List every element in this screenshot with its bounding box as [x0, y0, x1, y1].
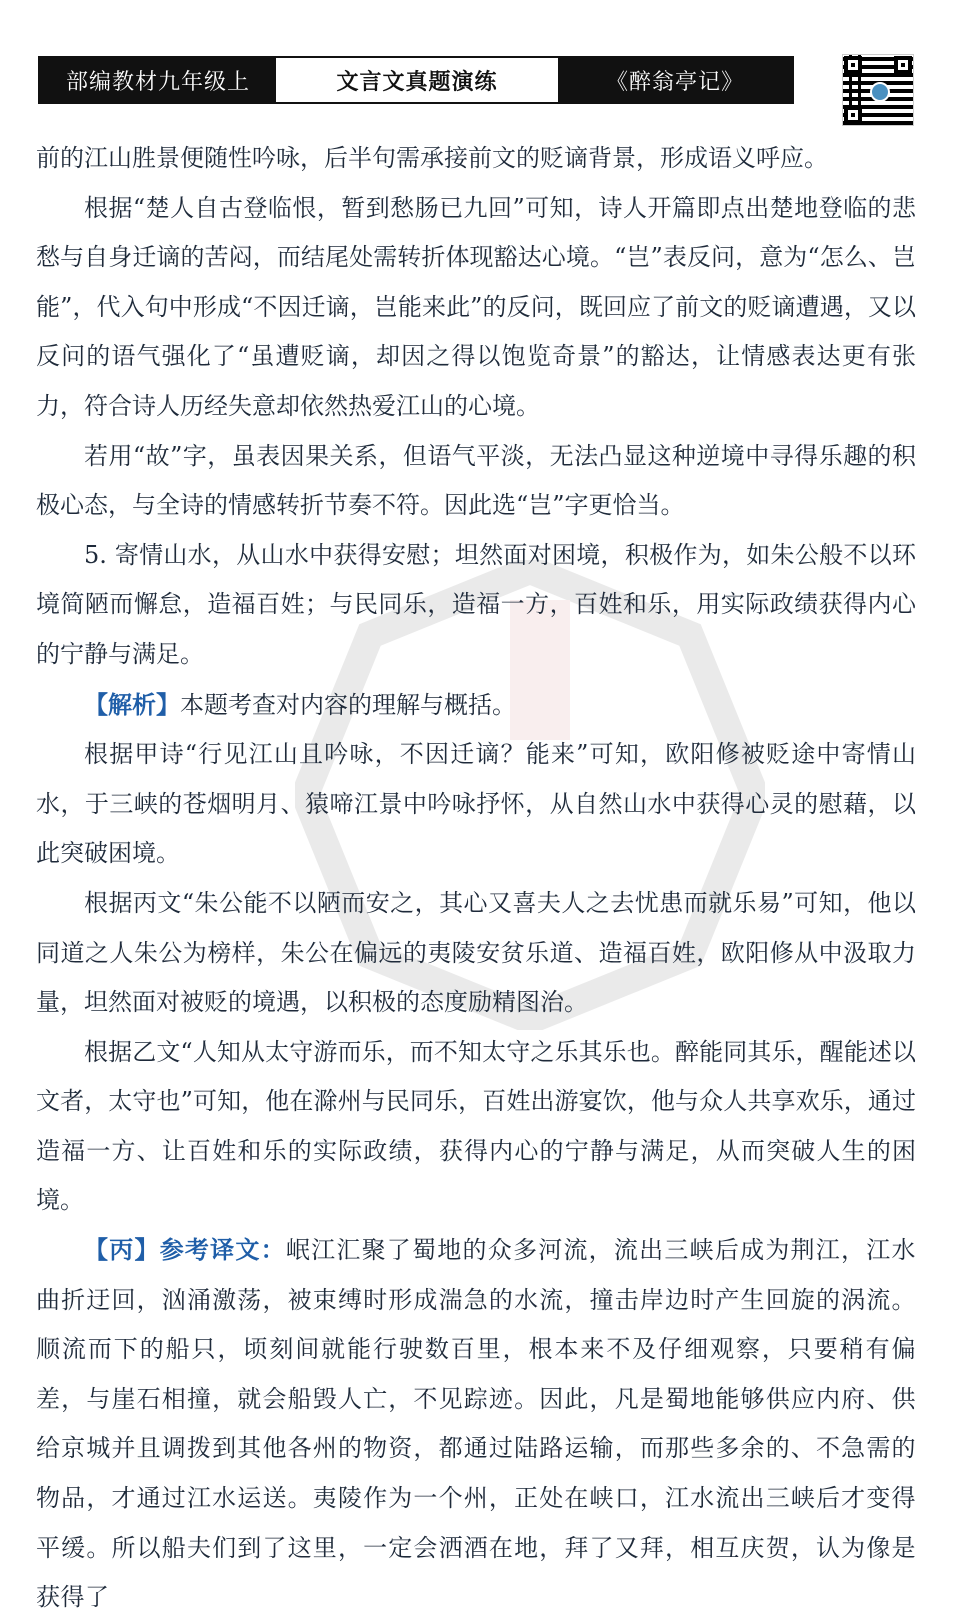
qr-code-icon[interactable] — [842, 54, 914, 126]
body-paragraph: 根据丙文“朱公能不以陋而安之，其心又喜夫人之去忧患而就乐易”可知，他以同道之人朱公为榜样，朱公在偏远的夷陵安贫乐道、造福百姓，欧阳修从中汲取力量，坦然面对被贬的境遇，以积极的态度励精图治。 — [36, 888, 916, 1017]
header-lesson-title: 《醉翁亭记》 — [558, 58, 792, 102]
qr-logo-icon — [870, 82, 890, 102]
header-grade-label: 部编教材九年级上 — [40, 58, 276, 102]
body-paragraph: 若用“故”字，虽表因果关系，但语气平淡，无法凸显这种逆境中寻得乐趣的积极心态，与全诗的情感转折节奏不符。因此选“岂”字更恰当。 — [36, 441, 916, 520]
page-header — [38, 56, 794, 104]
header-section-title: 文言文真题演练 — [276, 58, 558, 102]
document-body — [36, 134, 916, 1623]
body-paragraph: 根据“楚人自古登临恨，暂到愁肠已九回”可知，诗人开篇即点出楚地登临的悲愁与自身迁谪的苦闷，而结尾处需转折体现豁达心境。“岂”表反问，意为“怎么、岂能”，代入句中形成“不因迁谪，岂能来此”的反问，既回应了前文的贬谪遭遇，又以反问的语气强化了“虽遭贬谪，却因之得以饱览奇景”的豁达，让情感表达更有张力，符合诗人历经失意却依然热爱江山的心境。 — [36, 193, 916, 420]
body-paragraph: 前的江山胜景便随性吟咏，后半句需承接前文的贬谪背景，形成语义呼应。 — [36, 144, 828, 172]
qr-finder-icon — [844, 56, 862, 74]
qr-finder-icon — [844, 106, 862, 124]
qr-finder-icon — [894, 56, 912, 74]
translation-text: 岷江汇聚了蜀地的众多河流，流出三峡后成为荆江，江水曲折迂回，汹涌激荡，被束缚时形成湍急的水流，撞击岸边时产生回旋的涡流。顺流而下的船只，顷刻间就能行驶数百里，根本来不及仔细观察，只要稍有偏差，与崖石相撞，就会船毁人亡，不见踪迹。因此，凡是蜀地能够供应内府、供给京城并且调拨到其他各州的物资，都通过陆路运输，而那些多余的、不急需的物品，才通过江水运送。夷陵作为一个州，正处在峡口，江水流出三峡后才变得平缓。所以船夫们到了这里，一定会洒酒在地，拜了又拜，相互庆贺，认为像是获得了 — [36, 1236, 916, 1612]
body-paragraph: 根据乙文“人知从太守游而乐，而不知太守之乐其乐也。醉能同其乐，醒能述以文者，太守也”可知，他在滁州与民同乐，百姓出游宴饮，他与众人共享欢乐，通过造福一方、让百姓和乐的实际政绩，获得内心的宁静与满足，从而突破人生的困境。 — [36, 1037, 916, 1215]
analysis-text: 本题考查对内容的理解与概括。 — [180, 690, 516, 719]
analysis-paragraph — [36, 680, 916, 731]
answer-paragraph: 5. 寄情山水，从山水中获得安慰；坦然面对困境，积极作为，如朱公般不以环境简陋而懈怠，造福百姓；与民同乐，造福一方，百姓和乐，用实际政绩获得内心的宁静与满足。 — [36, 540, 916, 668]
body-paragraph: 根据甲诗“行见江山且吟咏，不因迁谪？能来”可知，欧阳修被贬途中寄情山水，于三峡的苍烟明月、猿啼江景中吟咏抒怀，从自然山水中获得心灵的慰藉，以此突破困境。 — [36, 740, 916, 868]
translation-label: 【丙】参考译文： — [84, 1236, 286, 1265]
translation-paragraph — [36, 1226, 916, 1623]
analysis-label: 【解析】 — [84, 689, 180, 719]
